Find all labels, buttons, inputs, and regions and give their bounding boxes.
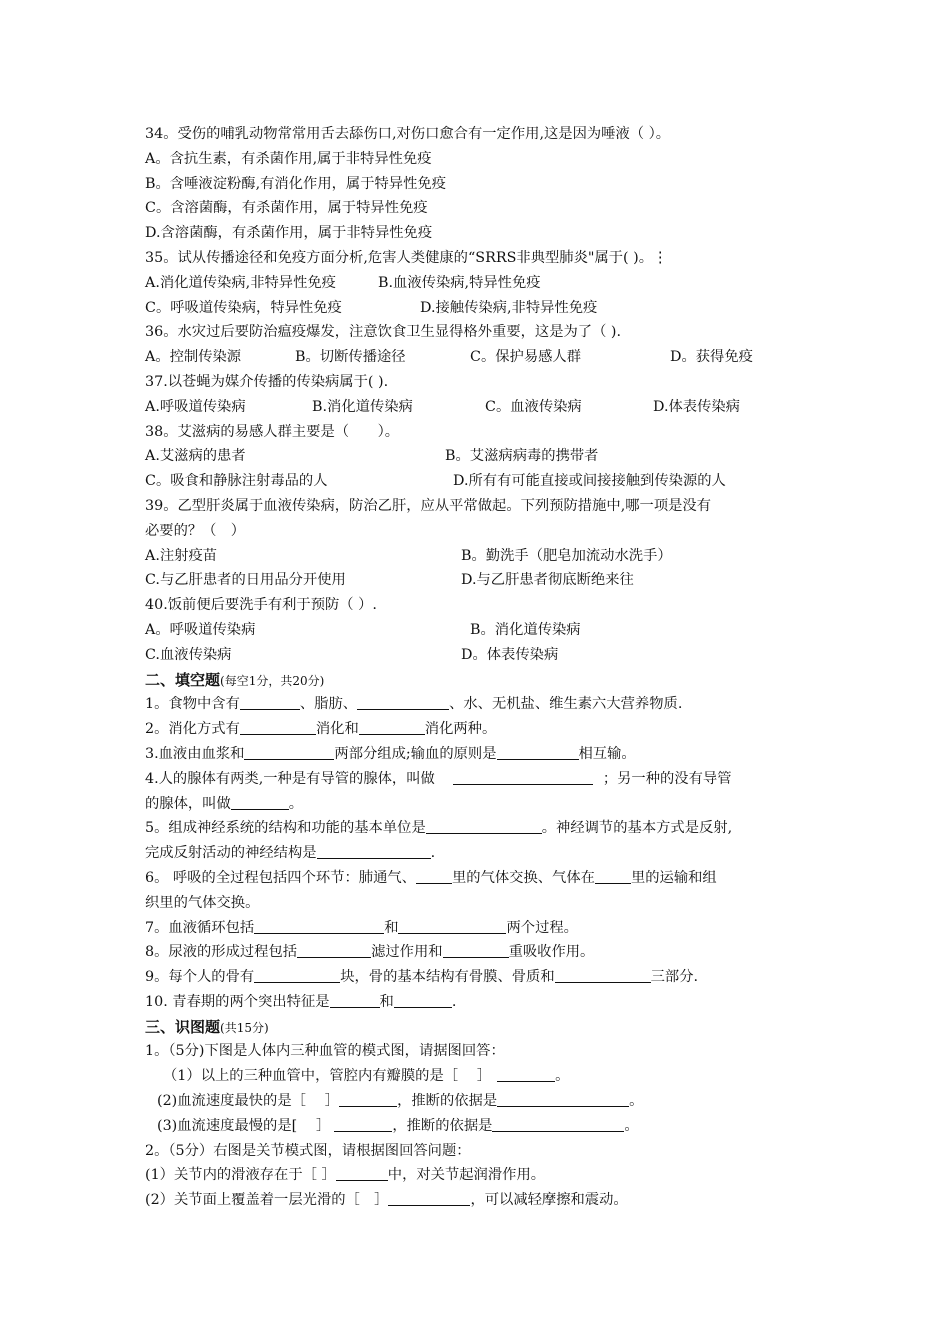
q35-option-d: D.接触传染病,非特异性免疫 (420, 299, 598, 316)
q37-option-a: A.呼吸道传染病 (145, 398, 246, 415)
diagram-q1-stem: 1。（5分)下图是人体内三种血管的模式图，请据图回答： (145, 1043, 505, 1060)
fill-q2 (145, 717, 825, 742)
diagram-q2-sub2-blank[interactable] (388, 1191, 470, 1206)
q39-stem-line1: 39。乙型肝炎属于血液传染病，防治乙肝，应从平常做起。下列预防措施中,哪一项是没有 (145, 497, 712, 514)
diagram-section-title: 三、识图题 (145, 1017, 221, 1036)
q35-option-a: A.消化道传染病,非特异性免疫 (145, 274, 336, 291)
q38-option-d: D.所有有可能直接或间接接触到传染源的人 (453, 473, 726, 490)
diagram-q2-sub1 (145, 1163, 825, 1188)
diagram-q1-sub3-blank-1[interactable] (334, 1117, 392, 1132)
q36-option-a: A。控制传染源 (145, 349, 242, 366)
q34-stem: 34。受伤的哺乳动物常常用舌去舔伤口,对伤口愈合有一定作用,这是因为唾液（ ）。 (145, 126, 671, 142)
fill-q2-text-1: 2。消化方式有 (145, 721, 240, 738)
q38-options-cd (145, 469, 825, 494)
q40-option-c: C.血液传染病 (145, 646, 232, 663)
q38-option-c: C。吸食和静脉注射毒品的人 (145, 473, 328, 490)
fill-q1-text-3: 、水、无机盐、维生素六大营养物质. (449, 696, 683, 713)
q37-options (145, 395, 825, 420)
q39-option-b: B。勤洗手（肥皂加流动水洗手） (461, 547, 672, 564)
diagram-q1-sub2-blank-2[interactable] (497, 1092, 629, 1107)
q38-options-ab (145, 444, 825, 469)
fill-q2-text-2: 消化和 (315, 721, 359, 738)
q38-option-b: B。艾滋病病毒的携带者 (445, 448, 599, 465)
q39-options-ab (145, 544, 825, 569)
diagram-q1-sub3-blank-2[interactable] (492, 1117, 624, 1132)
diagram-section-note: (共15分) (220, 1020, 269, 1035)
q40-option-b: B。消化道传染病 (470, 621, 581, 638)
q34-option-c: C。含溶菌酶，有杀菌作用，属于特异性免疫 (145, 200, 428, 217)
diagram-q1-sub1-text-1: （1）以上的三种血管中，管腔内有瓣膜的是［ ］ (163, 1068, 492, 1085)
fill-q3-text-3: 相互输。 (578, 745, 636, 762)
fill-q8-text-1: 8。尿液的形成过程包括 (145, 944, 298, 961)
fill-q8-blank-1[interactable] (297, 943, 371, 958)
fill-q1-text-2: 、脂肪、 (299, 696, 358, 713)
q36-option-b: B。切断传播途径 (295, 349, 406, 366)
fill-q6-line2: 织里的气体交换。 (145, 894, 260, 911)
diagram-q1-sub2-text-3: 。 (629, 1093, 644, 1110)
fill-q4-text-1: 4.人的腺体有两类,一种是有导管的腺体，叫做 (145, 770, 435, 787)
diagram-q1-sub3-text-3: 。 (624, 1117, 639, 1134)
fill-q3-text-2: 两部分组成;输血的原则是 (334, 745, 497, 762)
fill-q10-blank-1[interactable] (330, 993, 380, 1008)
fill-q4-blank-1[interactable] (453, 770, 593, 785)
q34-option-d: D.含溶菌酶，有杀菌作用，属于非特异性免疫 (145, 225, 433, 242)
q38-option-a: A.艾滋病的患者 (145, 448, 246, 465)
fill-q10-text-2: 和 (379, 993, 394, 1010)
q39-option-c: C.与乙肝患者的日用品分开使用 (145, 572, 346, 589)
fill-q9-text-3: 三部分. (650, 969, 699, 986)
fill-q6-blank-1[interactable] (416, 869, 452, 884)
fill-q5-text-3: 完成反射活动的神经结构是 (145, 845, 317, 862)
fill-q1-blank-2[interactable] (357, 695, 449, 710)
fill-section-heading (145, 668, 825, 693)
fill-q9-blank-1[interactable] (254, 968, 340, 983)
fill-q4-text-2: ；另一种的没有导管 (602, 770, 732, 787)
fill-q2-blank-2[interactable] (359, 720, 425, 735)
fill-q6-line1 (145, 866, 825, 891)
q40-options-ab (145, 618, 825, 643)
q36-option-d: D。获得免疫 (670, 349, 753, 366)
fill-q4-line1 (145, 767, 825, 792)
fill-q10-text-3: . (451, 993, 457, 1010)
q37-option-b: B.消化道传染病 (312, 398, 413, 415)
fill-q8-blank-2[interactable] (443, 943, 509, 958)
fill-q10 (145, 990, 825, 1015)
diagram-q1-sub2-text-1: (2)血流速度最快的是［ ］ (157, 1093, 340, 1110)
fill-q7-text-3: 两个过程。 (506, 919, 578, 936)
fill-q3 (145, 742, 825, 767)
q34-option-a: A。含抗生素，有杀菌作用,属于非特异性免疫 (145, 150, 432, 167)
q36-option-c: C。保护易感人群 (470, 349, 582, 366)
q39-options-cd (145, 568, 825, 593)
fill-q3-blank-2[interactable] (497, 745, 579, 760)
fill-q7-blank-1[interactable] (254, 919, 384, 934)
fill-q9-blank-2[interactable] (555, 968, 651, 983)
fill-q8 (145, 940, 825, 965)
fill-q4-text-3: 的腺体，叫做 (145, 795, 231, 812)
diagram-q2-sub1-blank[interactable] (336, 1166, 388, 1181)
fill-q5-line1 (145, 816, 825, 841)
diagram-q1-sub1-blank[interactable] (497, 1067, 555, 1082)
fill-q5-text-4: . (430, 845, 436, 862)
q40-options-cd (145, 643, 825, 668)
diagram-q1-sub3-text-1: (3)血流速度最慢的是[ ］ (157, 1117, 331, 1134)
fill-q4-line2 (145, 792, 825, 817)
fill-q7 (145, 916, 825, 941)
diagram-q1-sub1-text-2: 。 (555, 1068, 570, 1085)
q35-stem: 35。试从传播途径和免疫方面分析,危害人类健康的“SRRS非典型肺炎"属于( )。⋮ (145, 249, 668, 266)
q36-stem: 36。水灾过后要防治瘟疫爆发，注意饮食卫生显得格外重要，这是为了（ ). (145, 324, 622, 341)
fill-q5-line2 (145, 841, 825, 866)
fill-q5-blank-2[interactable] (317, 844, 431, 859)
q38-stem: 38。艾滋病的易感人群主要是（ ）。 (145, 423, 400, 440)
diagram-q2-sub2 (145, 1188, 825, 1213)
q37-option-d: D.体表传染病 (653, 398, 740, 415)
fill-section-note: (每空1分，共20分) (220, 673, 325, 688)
exam-page (145, 122, 825, 1213)
diagram-q2-sub2-text-2: ，可以减轻摩擦和震动。 (470, 1192, 628, 1209)
q37-option-c: C。血液传染病 (485, 398, 582, 415)
q40-stem: 40.饭前便后要洗手有利于预防（ ）. (145, 597, 377, 614)
diagram-q2-sub2-text-1: (2）关节面上覆盖着一层光滑的［ ］ (145, 1192, 389, 1209)
fill-q2-text-3: 消化两种。 (424, 721, 497, 738)
fill-q6-text-3: 里的运输和组 (630, 869, 717, 886)
q35-option-b: B.血液传染病,特异性免疫 (378, 274, 541, 291)
fill-q4-text-4: 。 (288, 795, 304, 812)
fill-q10-text-1: 10. 青春期的两个突出特征是 (145, 993, 330, 1010)
fill-q9-text-2: 块，骨的基本结构有骨膜、骨质和 (340, 969, 555, 986)
diagram-q2-sub1-text-2: 中，对关节起润滑作用。 (387, 1167, 546, 1184)
q35-option-c: C。呼吸道传染病，特异性免疫 (145, 299, 342, 316)
q39-option-a: A.注射疫苗 (145, 547, 218, 564)
fill-section-title: 二、填空题 (145, 670, 221, 689)
diagram-section-heading (145, 1015, 825, 1040)
fill-q3-blank-1[interactable] (244, 745, 334, 760)
diagram-q1-sub2 (145, 1089, 825, 1114)
fill-q8-text-3: 重吸收作用。 (508, 944, 595, 961)
fill-q2-blank-1[interactable] (240, 720, 316, 735)
q36-options (145, 345, 825, 370)
q39-stem-line2: 必要的？（ ） (145, 522, 246, 539)
fill-q6-text-2: 里的气体交换、气体在 (451, 869, 595, 886)
diagram-q1-sub2-text-2: ，推断的依据是 (397, 1093, 498, 1110)
diagram-q1-sub1 (145, 1064, 825, 1089)
fill-q10-blank-2[interactable] (394, 993, 452, 1008)
q40-option-d: D。体表传染病 (461, 646, 559, 663)
fill-q5-blank-1[interactable] (426, 819, 542, 834)
q34-option-b: B。含唾液淀粉酶,有消化作用，属于特异性免疫 (145, 175, 446, 192)
fill-q9 (145, 965, 825, 990)
q39-option-d: D.与乙肝患者彻底断绝来往 (461, 572, 634, 589)
fill-q9-text-1: 9。每个人的骨有 (145, 969, 255, 986)
fill-q6-text-1: 6。 呼吸的全过程包括四个环节：肺通气、 (145, 869, 416, 886)
fill-q1-blank-1[interactable] (240, 695, 300, 710)
diagram-q2-stem: 2。（5分）右图是关节模式图，请根据图回答问题： (145, 1142, 471, 1159)
q40-option-a: A。呼吸道传染病 (145, 621, 256, 638)
fill-q1 (145, 692, 825, 717)
fill-q5-text-2: 。神经调节的基本方式是反射, (541, 820, 733, 837)
fill-q1-text-1: 1。食物中含有 (145, 696, 240, 713)
q35-options-cd (145, 296, 825, 321)
fill-q8-text-2: 滤过作用和 (371, 944, 443, 961)
q37-stem: 37.以苍蝇为媒介传播的传染病属于( ). (145, 373, 389, 390)
q35-options-ab (145, 271, 825, 296)
diagram-q1-sub3 (145, 1114, 825, 1139)
fill-q4-blank-2[interactable] (231, 795, 289, 810)
fill-q6-blank-2[interactable] (595, 869, 631, 884)
fill-q7-blank-2[interactable] (398, 919, 506, 934)
diagram-q2-sub1-text-1: (1）关节内的滑液存在于［ ］ (145, 1167, 336, 1184)
fill-q3-text-1: 3.血液由血浆和 (145, 745, 245, 762)
fill-q5-text-1: 5。组成神经系统的结构和功能的基本单位是 (145, 820, 426, 837)
fill-q7-text-2: 和 (384, 919, 399, 936)
diagram-q1-sub2-blank-1[interactable] (339, 1092, 397, 1107)
diagram-q1-sub3-text-2: ，推断的依据是 (392, 1117, 493, 1134)
fill-q7-text-1: 7。血液循环包括 (145, 919, 255, 936)
